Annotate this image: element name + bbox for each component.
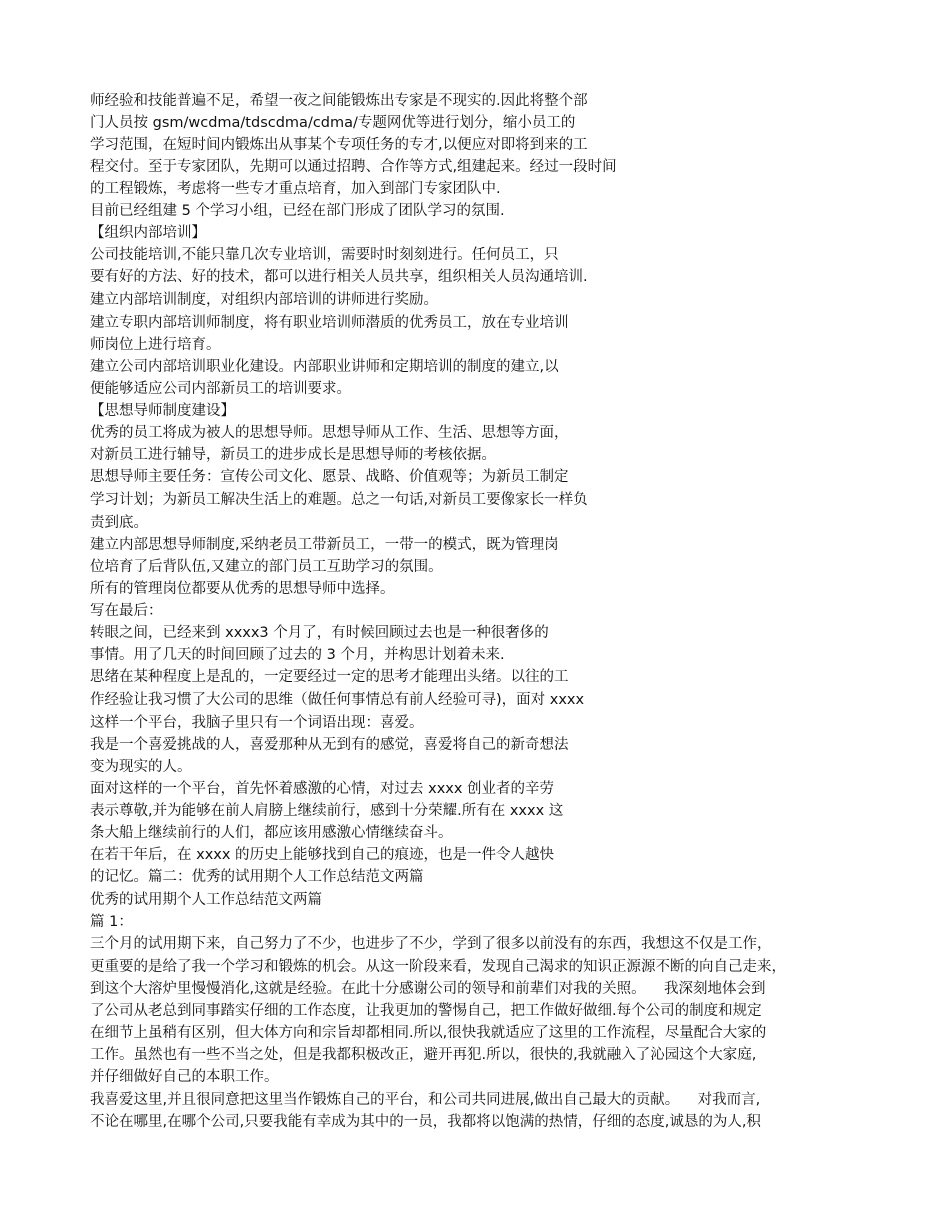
text-line: 师经验和技能普遍不足，希望一夜之间能锻炼出专家是不现实的.因此将整个部 <box>90 93 588 109</box>
text-line: 门人员按 gsm/wcdma/tdscdma/cdma/专题网优等进行划分，缩小员工的 <box>90 115 576 131</box>
article-title: 优秀的试用期个人工作总结范文两篇 <box>90 892 322 908</box>
text-line: 建立内部培训制度，对组织内部培训的讲师进行奖励。 <box>90 292 438 308</box>
text-line: 在若干年后，在 xxxx 的历史上能够找到自己的痕迹，也是一件令人越快 <box>90 847 555 863</box>
text-line: 到这个大溶炉里慢慢消化,这就是经验。在此十分感谢公司的领导和前辈们对我的关照。 我深刻地体会到 <box>90 981 766 997</box>
text-line: 的工程锻炼，考虑将一些专才重点培育，加入到部门专家团队中. <box>90 181 501 197</box>
text-line: 了公司从老总到同事踏实仔细的工作态度，让我更加的警惕自己，把工作做好做细.每个公司的制度和规定 <box>90 1003 762 1019</box>
text-line: 这样一个平台，我脑子里只有一个词语出现：喜爱。 <box>90 715 424 731</box>
text-line: 建立专职内部培训师制度，将有职业培训师潜质的优秀员工，放在专业培训 <box>90 315 569 331</box>
text-line: 作经验让我习惯了大公司的思维（做任何事情总有前人经验可寻)，面对 xxxx <box>90 692 585 708</box>
text-line: 便能够适应公司内部新员工的培训要求。 <box>90 381 351 397</box>
text-line: 表示尊敬,并为能够在前人肩膀上继续前行，感到十分荣耀.所有在 xxxx 这 <box>90 803 564 819</box>
section-heading: 【组织内部培训】 <box>90 225 206 241</box>
text-line: 建立公司内部培训职业化建设。内部职业讲师和定期培训的制度的建立,以 <box>90 359 559 375</box>
text-line: 责到底。 <box>90 515 148 531</box>
section-heading: 【思想导师制度建设】 <box>90 403 235 419</box>
text-line: 学习范围，在短时间内锻炼出从事某个专项任务的专才,以便应对即将到来的工 <box>90 137 588 153</box>
text-line: 优秀的员工将成为被人的思想导师。思想导师从工作、生活、思想等方面， <box>90 425 569 441</box>
text-line: 思想导师主要任务：宣传公司文化、愿景、战略、价值观等；为新员工制定 <box>90 469 569 485</box>
text-line: 三个月的试用期下来，自己努力了不少，也进步了不少，学到了很多以前没有的东西，我想这不仅是工作， <box>90 936 772 952</box>
text-line: 学习计划；为新员工解决生活上的难题。总之一句话,对新员工要像家长一样负 <box>90 492 588 508</box>
text-line: 位培育了后背队伍,又建立的部门员工互助学习的氛围。 <box>90 559 443 575</box>
text-line: 建立内部思想导师制度,采纳老员工带新员工，一带一的模式，既为管理岗 <box>90 537 559 553</box>
text-line: 所有的管理岗位都要从优秀的思想导师中选择。 <box>90 581 395 597</box>
text-line: 转眼之间，已经来到 xxxx3 个月了，有时候回顾过去也是一种很奢侈的 <box>90 625 549 641</box>
text-line: 条大船上继续前行的人们，都应该用感激心情继续奋斗。 <box>90 825 453 841</box>
text-line: 的记忆。篇二：优秀的试用期个人工作总结范文两篇 <box>90 869 424 885</box>
text-line: 变为现实的人。 <box>90 759 192 775</box>
text-line: 并仔细做好自己的本职工作。 <box>90 1069 279 1085</box>
text-line: 面对这样的一个平台，首先怀着感激的心情，对过去 xxxx 创业者的辛劳 <box>90 781 555 797</box>
text-line: 对新员工进行辅导，新员工的进步成长是思想导师的考核依据。 <box>90 447 496 463</box>
text-line: 写在最后： <box>90 603 163 619</box>
part-label: 篇 1： <box>90 914 133 930</box>
text-line: 事情。用了几天的时间回顾了过去的 3 个月，并构思计划着未来. <box>90 647 505 663</box>
text-line: 更重要的是给了我一个学习和锻炼的机会。从这一阶段来看，发现自己渴求的知识正源源不断的向自己走来， <box>90 959 786 975</box>
text-line: 师岗位上进行培育。 <box>90 337 221 353</box>
text-line: 思绪在某种程度上是乱的，一定要经过一定的思考才能理出头绪。以往的工 <box>90 669 569 685</box>
text-line: 工作。虽然也有一些不当之处，但是我都积极改正，避开再犯.所以，很快的,我就融入了沁园这个大家庭, <box>90 1047 757 1063</box>
text-line: 我是一个喜爱挑战的人，喜爱那种从无到有的感觉，喜爱将自己的新奇想法 <box>90 737 569 753</box>
text-line: 不论在哪里,在哪个公司,只要我能有幸成为其中的一员，我都将以饱满的热情，仔细的态度,诚恳的为人,积 <box>90 1114 761 1130</box>
text-line: 在细节上虽稍有区别，但大体方向和宗旨却都相同.所以,很快我就适应了这里的工作流程，尽量配合大家的 <box>90 1025 767 1041</box>
text-line: 程交付。至于专家团队，先期可以通过招聘、合作等方式,组建起来。经过一段时间 <box>90 159 617 175</box>
text-line: 公司技能培训,不能只靠几次专业培训，需要时时刻刻进行。任何员工，只 <box>90 247 559 263</box>
text-line: 我喜爱这里,并且很同意把这里当作锻炼自己的平台，和公司共同进展,做出自己最大的贡献。 对我而言, <box>90 1092 761 1108</box>
text-line: 目前已经组建 5 个学习小组，已经在部门形成了团队学习的氛围. <box>90 203 505 219</box>
text-line: 要有好的方法、好的技术，都可以进行相关人员共享，组织相关人员沟通培训. <box>90 269 588 285</box>
